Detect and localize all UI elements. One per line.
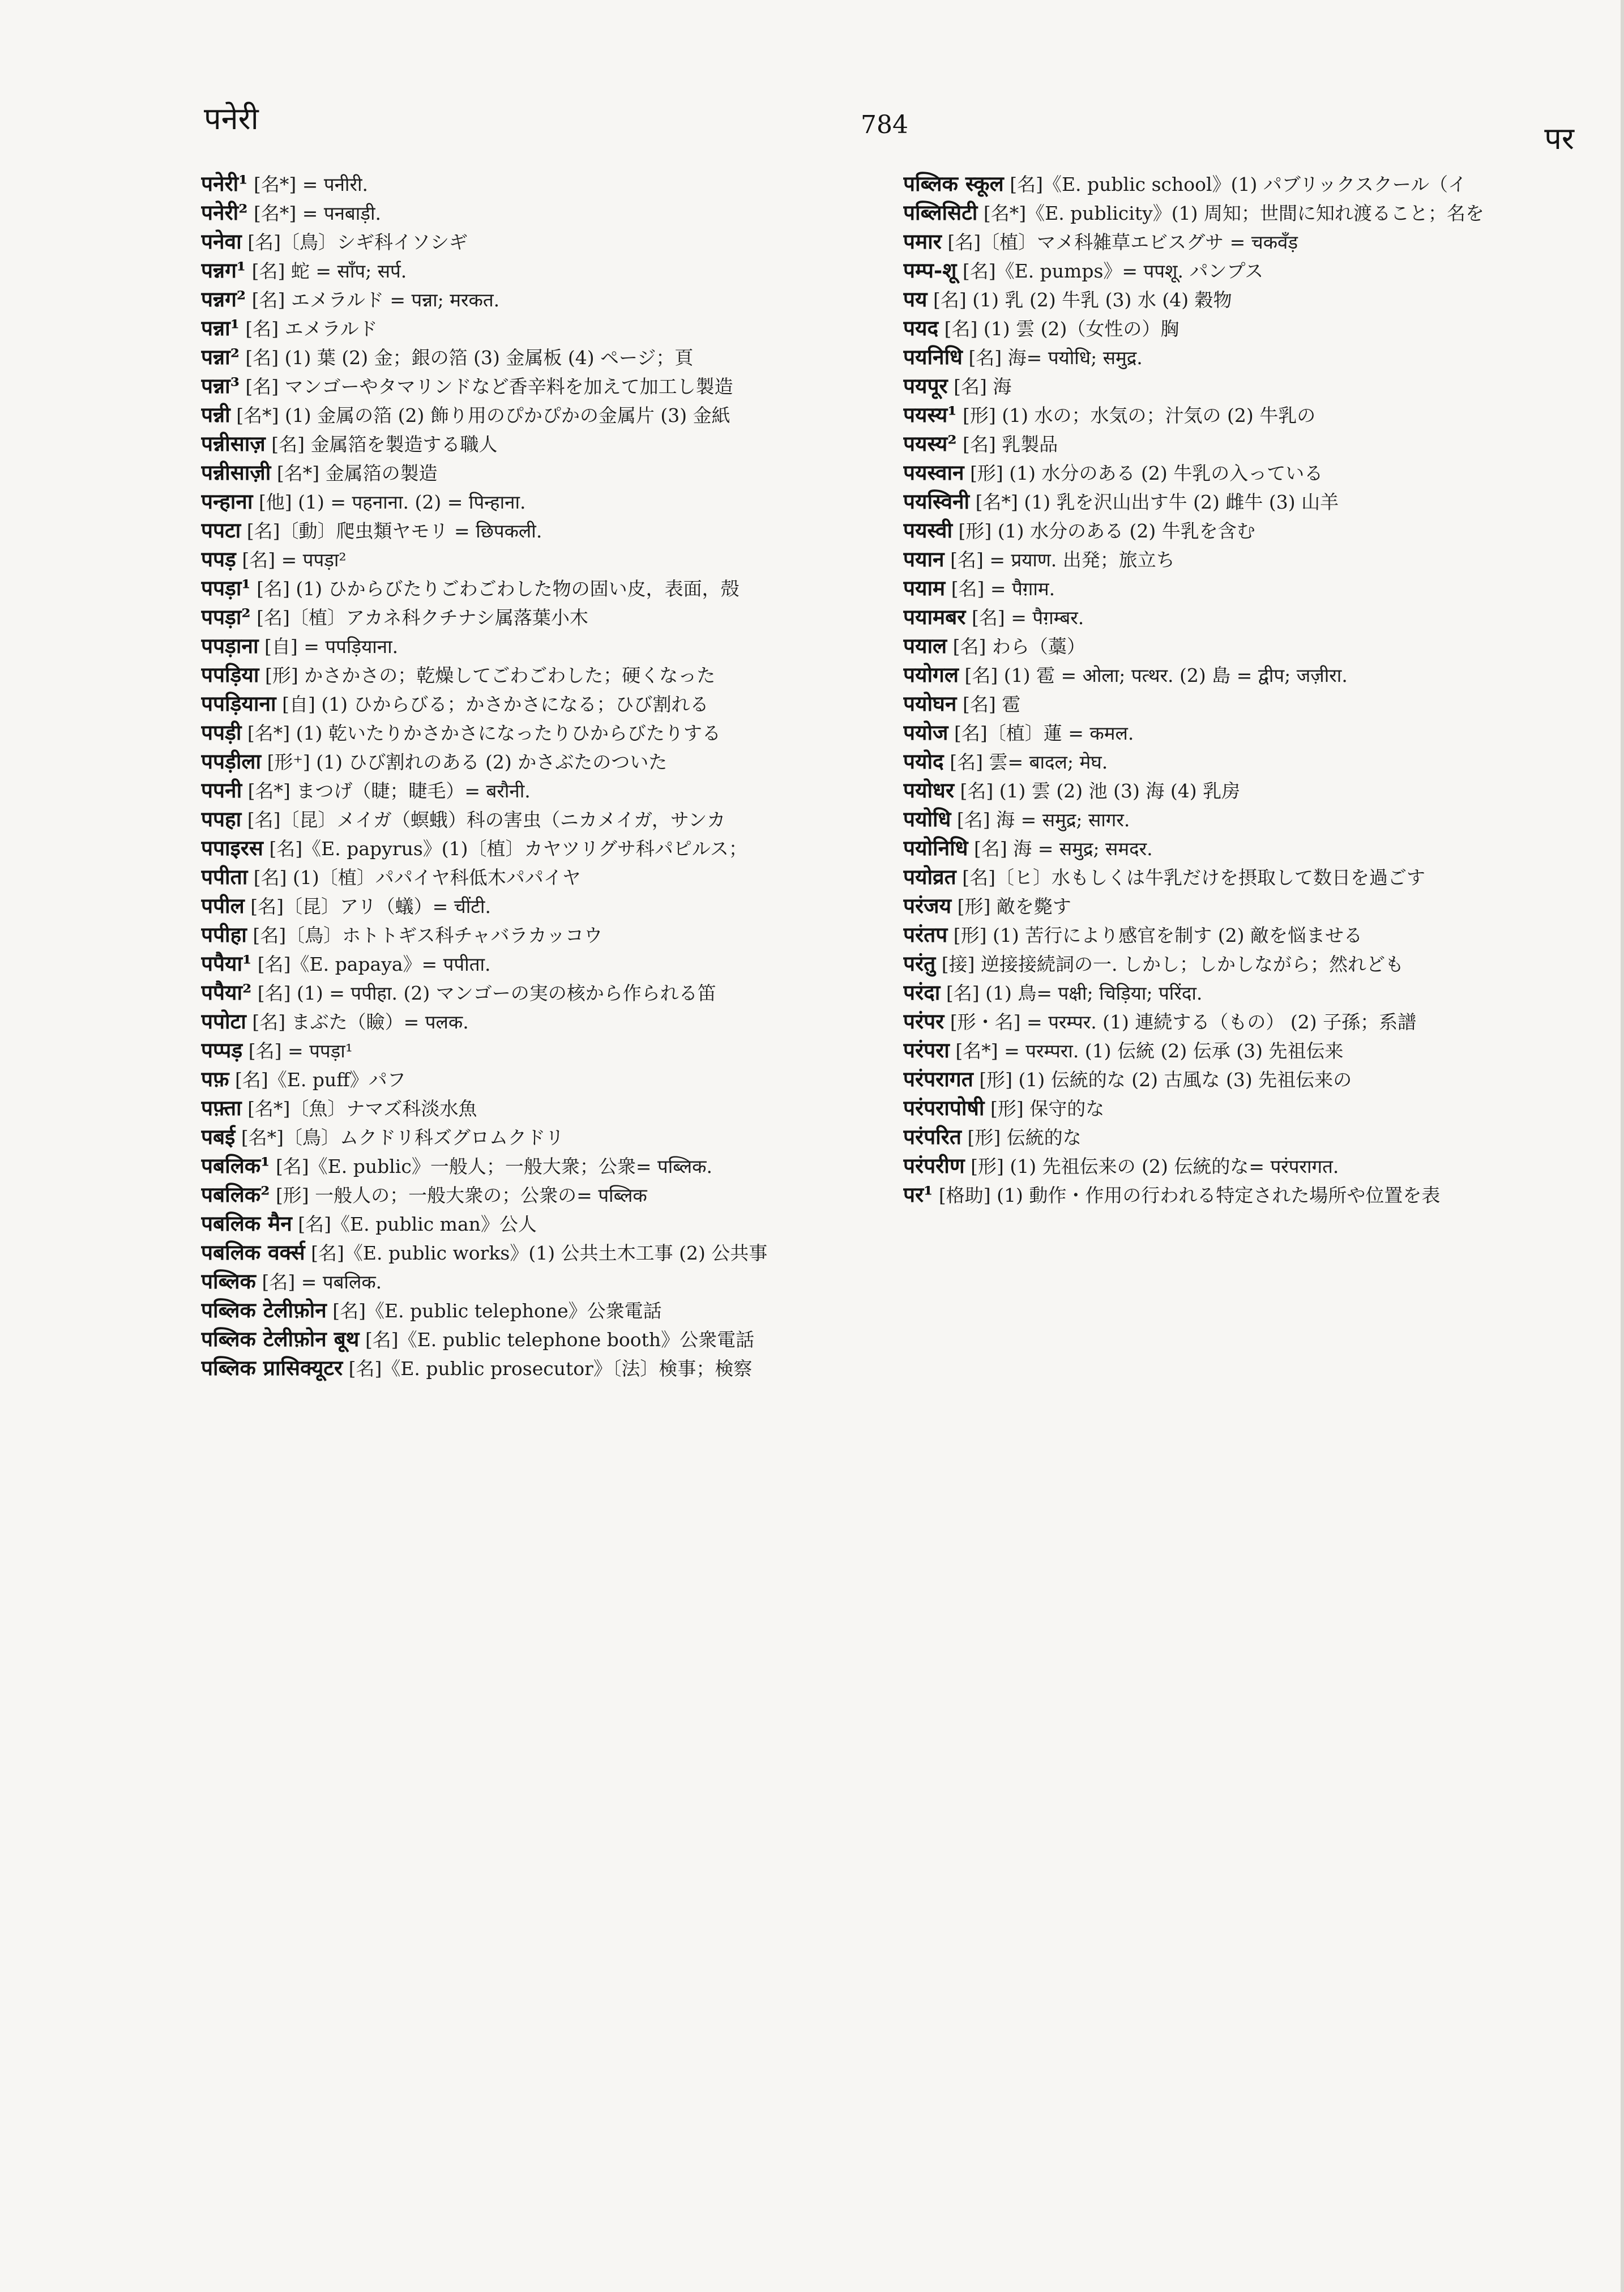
entry-gloss: [名]《E. public telephone》公衆電話: [332, 1300, 662, 1322]
page-number: 784: [861, 110, 908, 139]
entry-headword: पयाल: [903, 633, 947, 658]
entry-headword: पयोनिधि: [903, 835, 968, 860]
entry-headword: पयस्य²: [903, 431, 957, 456]
entry-gloss: [名]《E. public school》(1) パブリックスクール（イ: [1010, 173, 1467, 195]
dictionary-entry: [903, 430, 1566, 458]
entry-gloss: [名]〔植〕アカネ科クチナシ属落葉小木: [257, 607, 588, 629]
dictionary-entry: [903, 314, 1566, 343]
dictionary-entry: [201, 1036, 864, 1065]
entry-gloss: [名*] = पनीरी.: [253, 173, 369, 195]
entry-headword: परंतु: [903, 951, 936, 976]
entry-headword: परंपरित: [903, 1124, 961, 1149]
dictionary-entry: [903, 805, 1566, 834]
entry-gloss: [名*] 金属箔の製造: [276, 462, 438, 484]
entry-gloss: [名] マンゴーやタマリンドなど香辛料を加えて加工し製造: [245, 375, 733, 398]
dictionary-entry: [903, 632, 1566, 660]
entry-headword: पयनिधि: [903, 344, 963, 369]
entry-gloss: [名] 海 = समुद्र; सागर.: [956, 809, 1130, 831]
entry-gloss: [形] (1) 水分のある (2) 牛乳を含む: [958, 520, 1255, 542]
dictionary-entry: [903, 257, 1566, 285]
entry-gloss: [名*] (1) 乳を沢山出す牛 (2) 雌牛 (3) 山羊: [975, 491, 1339, 513]
entry-gloss: [名] (1)〔植〕パパイヤ科低木パパイヤ: [253, 867, 581, 889]
entry-gloss: [名*] = परम्परा. (1) 伝統 (2) 伝承 (3) 先祖伝来: [955, 1040, 1344, 1062]
entry-headword: पबई: [201, 1124, 236, 1149]
entry-gloss: [名] わら（藁）: [952, 635, 1085, 658]
dictionary-entry: [201, 257, 864, 285]
entry-gloss: [形] (1) 水分のある (2) 牛乳の入っている: [970, 462, 1323, 484]
dictionary-entry: [903, 228, 1566, 256]
dictionary-entry: [903, 574, 1566, 603]
entry-gloss: [名]〔鳥〕シギ科イソシギ: [247, 231, 468, 253]
dictionary-entry: [201, 719, 864, 747]
entry-headword: पर¹: [903, 1182, 933, 1207]
entry-gloss: [形] (1) 苦行により感官を制す (2) 敵を悩ませる: [953, 924, 1362, 946]
dictionary-entry: [903, 1036, 1566, 1065]
entry-headword: पनेरी²: [201, 200, 248, 225]
dictionary-entry: [201, 574, 864, 603]
dictionary-entry: [201, 1267, 864, 1296]
entry-headword: पयस्य¹: [903, 402, 957, 427]
entry-headword: पपोटा: [201, 1009, 246, 1034]
dictionary-entry: [201, 1325, 864, 1354]
entry-headword: पपड़ीला: [201, 749, 262, 774]
entry-headword: परंपरापोषी: [903, 1095, 985, 1120]
dictionary-entry: [903, 285, 1566, 314]
entry-headword: परंपर: [903, 1009, 945, 1034]
entry-headword: पन्नीसाज़ी: [201, 460, 271, 485]
entry-headword: पब्लिक टेलीफ़ोन बूथ: [201, 1326, 360, 1351]
entry-headword: पफ़: [201, 1066, 229, 1091]
dictionary-entry: [201, 430, 864, 458]
dictionary-entry: [201, 979, 864, 1007]
dictionary-entry: [903, 401, 1566, 429]
dictionary-entry: [201, 776, 864, 805]
dictionary-entry: [201, 401, 864, 429]
entry-gloss: [名] = पैग़ाम.: [951, 578, 1055, 600]
dictionary-entry: [201, 545, 864, 574]
entry-headword: पपैया²: [201, 980, 252, 1005]
dictionary-entry: [201, 805, 864, 834]
entry-headword: पपड़: [201, 547, 236, 571]
dictionary-entry: [201, 285, 864, 314]
entry-gloss: [名] 金属箔を製造する職人: [271, 433, 498, 455]
header-left-word: पनेरी: [204, 101, 259, 136]
dictionary-entry: [201, 343, 864, 372]
page-header: [204, 85, 1574, 156]
dictionary-entry: [903, 863, 1566, 891]
dictionary-entry: [201, 921, 864, 949]
entry-headword: पब्लिक: [201, 1269, 256, 1294]
dictionary-entry: [201, 1210, 864, 1238]
dictionary-entry: [201, 748, 864, 776]
entry-gloss: [名] (1) = पपीहा. (2) マンゴーの実の核から作られる笛: [257, 982, 716, 1004]
entry-gloss: [名]〔昆〕メイガ（螟蛾）科の害虫（ニカメイガ，サンカ: [247, 809, 726, 831]
entry-gloss: [形] 伝統的な: [967, 1126, 1082, 1149]
dictionary-entry: [903, 603, 1566, 631]
entry-headword: पफ़्ता: [201, 1095, 242, 1120]
entry-headword: पन्नग²: [201, 287, 246, 311]
dictionary-entry: [201, 834, 864, 863]
dictionary-entry: [903, 979, 1566, 1007]
entry-gloss: [名]《E. public》一般人；一般大衆；公衆= पब्लिक.: [275, 1155, 712, 1177]
entry-headword: पब्लिक प्रासिक्यूटर: [201, 1355, 343, 1380]
entry-headword: पन्ना³: [201, 373, 240, 398]
dictionary-entry: [903, 343, 1566, 372]
dictionary-entry: [903, 1008, 1566, 1036]
dictionary-entry: [201, 950, 864, 978]
entry-gloss: [名] 乳製品: [963, 433, 1058, 455]
dictionary-entry: [903, 459, 1566, 487]
entry-gloss: [名*]〔鳥〕ムクドリ科ズグロムクドリ: [241, 1126, 565, 1149]
entry-gloss: [名]《E. public prosecutor》〔法〕検事；検察: [348, 1358, 753, 1380]
entry-gloss: [格助] (1) 動作・作用の行われる特定された場所や位置を表: [938, 1184, 1441, 1206]
entry-headword: पबलिक मैन: [201, 1211, 292, 1236]
dictionary-entry: [201, 1094, 864, 1122]
entry-gloss: [他] (1) = पहनाना. (2) = पिन्हाना.: [258, 491, 526, 513]
dictionary-entry: [903, 199, 1566, 227]
entry-headword: पनेवा: [201, 229, 242, 254]
entry-gloss: [名*] まつげ（睫；睫毛）= बरौनी.: [247, 780, 531, 802]
entry-headword: पयोगल: [903, 662, 959, 687]
entry-gloss: [名] (1) 雹 = ओला; पत्थर. (2) 島 = द्वीप; जज़ीरा.: [964, 664, 1348, 686]
entry-headword: पयस्विनी: [903, 489, 970, 514]
entry-headword: पयाम: [903, 575, 946, 600]
left-column: [201, 170, 864, 2163]
entry-gloss: [名]《E. papyrus》(1)〔植〕カヤツリグサ科パピルス；: [269, 838, 747, 860]
right-column: [903, 170, 1566, 2163]
entry-gloss: [名] = पैग़म्बर.: [971, 607, 1084, 629]
dictionary-entry: [903, 690, 1566, 718]
entry-gloss: [形・名] = परम्पर. (1) 連続する（もの） (2) 子孫；系譜: [950, 1011, 1417, 1033]
entry-headword: पयामबर: [903, 604, 966, 629]
entry-headword: पयस्वान: [903, 460, 964, 485]
dictionary-entry: [903, 517, 1566, 545]
entry-headword: पपड़ी: [201, 720, 242, 745]
entry-headword: पयान: [903, 547, 945, 571]
dictionary-entry: [903, 921, 1566, 949]
entry-headword: पपहा: [201, 806, 242, 831]
dictionary-entry: [201, 690, 864, 718]
entry-gloss: [名] = पपड़ा¹: [248, 1040, 353, 1062]
entry-headword: पबलिक¹: [201, 1153, 270, 1178]
entry-headword: पन्ना¹: [201, 315, 240, 340]
dictionary-entry: [201, 1065, 864, 1094]
entry-gloss: [接] 逆接接続詞の一. しかし；しかしながら；然れども: [941, 953, 1404, 975]
dictionary-entry: [903, 719, 1566, 747]
entry-headword: पब्लिक टेलीफ़ोन: [201, 1297, 327, 1322]
entry-gloss: [形] 保守的な: [990, 1098, 1105, 1120]
entry-headword: पपनी: [201, 778, 242, 803]
entry-gloss: [名]《E. papaya》= पपीता.: [257, 953, 491, 975]
entry-gloss: [名] (1) 葉 (2) 金；銀の箔 (3) 金属板 (4) ページ；頁: [245, 347, 694, 369]
entry-headword: पब्लिक स्कूल: [903, 171, 1004, 196]
entry-gloss: [自] (1) ひからびる；かさかさになる；ひび割れる: [282, 693, 709, 715]
entry-gloss: [名]《E. puff》パフ: [235, 1069, 406, 1091]
dictionary-entry: [903, 950, 1566, 978]
entry-headword: पयोघन: [903, 691, 957, 716]
entry-headword: पपैया¹: [201, 951, 252, 976]
entry-gloss: [名*] (1) 金属の箔 (2) 飾り用のぴかぴかの金属片 (3) 金紙: [236, 404, 730, 426]
dictionary-entry: [903, 488, 1566, 516]
dictionary-entry: [201, 228, 864, 256]
entry-headword: परंपरीण: [903, 1153, 965, 1178]
entry-gloss: [名]〔鳥〕ホトトギス科チャバラカッコウ: [253, 924, 603, 946]
entry-gloss: [名] エメラルド: [245, 318, 378, 340]
dictionary-entry: [903, 545, 1566, 574]
dictionary-entry: [201, 517, 864, 545]
entry-headword: परंजय: [903, 893, 952, 918]
entry-headword: पप्पड़: [201, 1038, 243, 1062]
dictionary-entry: [201, 1354, 864, 1382]
entry-gloss: [名] 雹: [962, 693, 1021, 715]
entry-headword: पपील: [201, 893, 245, 918]
entry-gloss: [名] 雲= बादल; मेघ.: [950, 751, 1108, 773]
entry-headword: पम्प-शू: [903, 258, 957, 283]
entry-gloss: [名]《E. public man》公人: [298, 1213, 537, 1235]
dictionary-entry: [903, 1123, 1566, 1151]
entry-headword: पबलिक²: [201, 1182, 270, 1207]
dictionary-entry: [903, 661, 1566, 689]
entry-headword: परंदा: [903, 980, 941, 1005]
entry-headword: पमार: [903, 229, 942, 254]
entry-headword: परंपरा: [903, 1038, 950, 1062]
entry-gloss: [名]〔植〕蓮 = कमल.: [954, 722, 1134, 744]
entry-gloss: [形] (1) 伝統的な (2) 古風な (3) 先祖伝来の: [979, 1069, 1352, 1091]
dictionary-entry: [201, 1123, 864, 1151]
entry-gloss: [名*] (1) 乾いたりかさかさになったりひからびたりする: [247, 722, 721, 744]
entry-gloss: [形] (1) 先祖伝来の (2) 伝統的な= परंपरागत.: [971, 1155, 1339, 1177]
entry-headword: पन्हाना: [201, 489, 253, 514]
dictionary-entry: [903, 1181, 1566, 1209]
entry-headword: पपड़ाना: [201, 633, 259, 658]
dictionary-entry: [201, 199, 864, 227]
entry-gloss: [名] エメラルド = पन्ना; मरकत.: [251, 289, 500, 311]
entry-gloss: [名] 海 = समुद्र; समदर.: [974, 838, 1153, 860]
entry-headword: पयद: [903, 315, 939, 340]
dictionary-entry: [201, 1181, 864, 1209]
entry-gloss: [名] (1) 雲 (2) 池 (3) 海 (4) 乳房: [960, 780, 1241, 802]
entry-gloss: [形] 敵を斃す: [957, 895, 1071, 917]
dictionary-entry: [903, 1065, 1566, 1094]
entry-headword: पबलिक वर्क्स: [201, 1240, 305, 1265]
entry-gloss: [形] 一般人の；一般大衆の；公衆の= पब्लिक: [275, 1184, 647, 1206]
entry-headword: पपीहा: [201, 922, 247, 947]
entry-gloss: [名] (1) 鳥= पक्षी; चिड़िया; परिंदा.: [946, 982, 1203, 1004]
entry-gloss: [名*]《E. publicity》(1) 周知；世間に知れ渡ること；名を: [983, 202, 1484, 224]
entry-headword: पपाइरस: [201, 835, 263, 860]
entry-headword: पयोज: [903, 720, 948, 745]
dictionary-entry: [201, 1152, 864, 1180]
dictionary-entry: [201, 314, 864, 343]
dictionary-entry: [903, 892, 1566, 920]
dictionary-entry: [201, 1239, 864, 1267]
entry-headword: पनेरी¹: [201, 171, 248, 196]
entry-headword: पपड़ा¹: [201, 575, 251, 600]
entry-headword: पन्नीसाज़: [201, 431, 266, 456]
entry-gloss: [名] (1) 乳 (2) 牛乳 (3) 水 (4) 穀物: [933, 289, 1232, 311]
dictionary-entry: [903, 748, 1566, 776]
dictionary-entry: [201, 170, 864, 198]
entry-gloss: [名]〔植〕マメ科雑草エビスグサ = चकवँड़: [947, 231, 1298, 253]
entry-headword: पपीता: [201, 864, 248, 889]
entry-headword: पयोधर: [903, 778, 954, 803]
entry-gloss: [名] (1) 雲 (2)（女性の）胸: [944, 318, 1179, 340]
entry-gloss: [名]〔昆〕アリ（蟻）= चींटी.: [250, 895, 491, 917]
dictionary-entry: [903, 1094, 1566, 1122]
dictionary-entry: [201, 892, 864, 920]
entry-gloss: [名*]〔魚〕ナマズ科淡水魚: [247, 1098, 477, 1120]
entry-gloss: [名]《E. pumps》= पपशू. パンプス: [962, 260, 1264, 282]
entry-gloss: [名]〔ヒ〕水もしくは牛乳だけを摂取して数日を過ごす: [962, 867, 1425, 889]
entry-gloss: [名]〔動〕爬虫類ヤモリ = छिपकली.: [246, 520, 542, 542]
entry-gloss: [自] = पपड़ियाना.: [264, 635, 399, 658]
entry-gloss: [形⁺] (1) ひび割れのある (2) かさぶたのついた: [267, 751, 668, 773]
dictionary-entry: [903, 372, 1566, 400]
entry-gloss: [形] かさかさの；乾燥してごわごわした；硬くなった: [264, 664, 716, 686]
entry-headword: पयोव्रत: [903, 864, 956, 889]
entry-headword: पयोद: [903, 749, 944, 774]
entry-headword: पन्नी: [201, 402, 230, 427]
entry-headword: पयोधि: [903, 806, 951, 831]
dictionary-entry: [201, 1008, 864, 1036]
dictionary-entry: [201, 661, 864, 689]
entry-gloss: [名]《E. public telephone booth》公衆電話: [365, 1329, 755, 1351]
entry-gloss: [名] = पबलिक.: [262, 1271, 382, 1293]
entry-headword: पयपूर: [903, 373, 948, 398]
dictionary-entry: [201, 603, 864, 631]
entry-headword: पपटा: [201, 518, 241, 543]
entry-headword: परंतप: [903, 922, 948, 947]
entry-gloss: [名] まぶた（瞼）= पलक.: [252, 1011, 469, 1033]
entry-gloss: [名] 蛇 = साँप; सर्प.: [251, 260, 407, 282]
entry-headword: पन्ना²: [201, 344, 240, 369]
entry-gloss: [形] (1) 水の；水気の；汁気の (2) 牛乳の: [963, 404, 1316, 426]
entry-headword: पयस्वी: [903, 518, 953, 543]
entry-gloss: [名*] = पनबाड़ी.: [253, 202, 382, 224]
entry-headword: पन्नग¹: [201, 258, 246, 283]
page-edge: [1621, 0, 1624, 2292]
entry-gloss: [名]《E. public works》(1) 公共土木工事 (2) 公共事: [311, 1242, 768, 1264]
dictionary-entry: [201, 372, 864, 400]
dictionary-entry: [201, 459, 864, 487]
entry-gloss: [名] (1) ひからびたりごわごわした物の固い皮，表面，殻: [257, 578, 740, 600]
entry-headword: परंपरागत: [903, 1066, 973, 1091]
entry-headword: पब्लिसिटी: [903, 200, 978, 225]
dictionary-entry: [201, 488, 864, 516]
entry-gloss: [名] 海: [954, 375, 1012, 398]
dictionary-entry: [201, 863, 864, 891]
entry-gloss: [名] = प्रयाण. 出発；旅立ち: [950, 549, 1175, 571]
dictionary-entry: [903, 776, 1566, 805]
dictionary-entry: [903, 834, 1566, 863]
entry-headword: पपड़िया: [201, 662, 259, 687]
entry-headword: पपड़ा²: [201, 604, 251, 629]
dictionary-entry: [201, 1296, 864, 1325]
entry-gloss: [名] 海= पयोधि; समुद्र.: [968, 347, 1143, 369]
entry-headword: पय: [903, 287, 928, 311]
header-right-word: पर: [1544, 121, 1574, 156]
entry-headword: पपड़ियाना: [201, 691, 276, 716]
entry-gloss: [名] = पपड़ा²: [242, 549, 347, 571]
dictionary-entry: [903, 1152, 1566, 1180]
dictionary-entry: [903, 170, 1566, 198]
dictionary-entry: [201, 632, 864, 660]
